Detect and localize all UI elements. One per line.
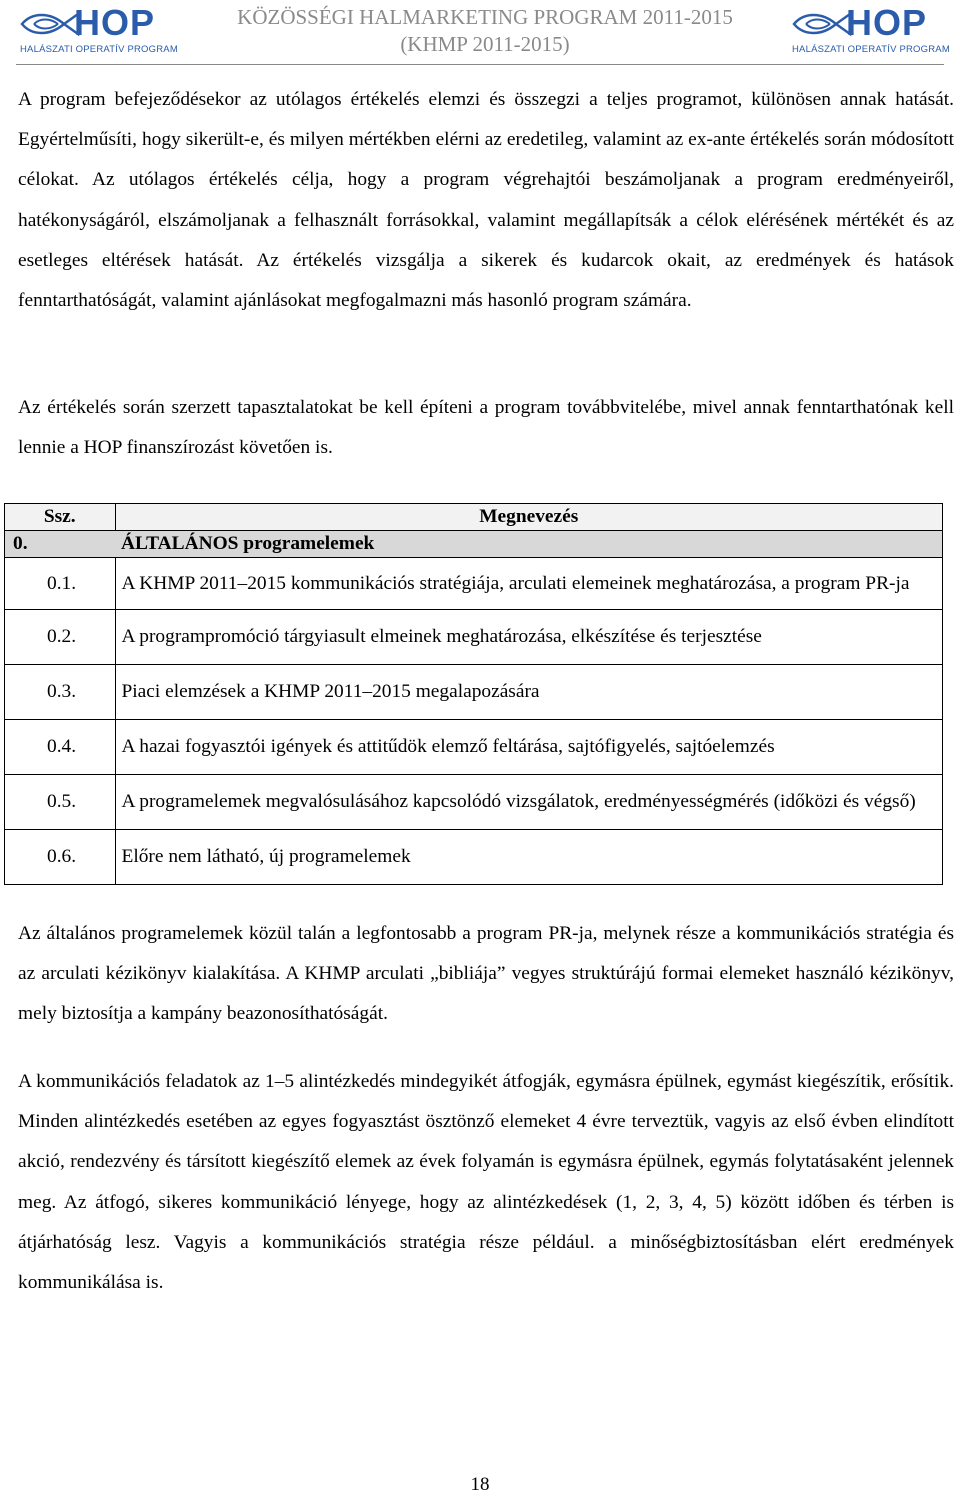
row-name: A KHMP 2011–2015 kommunikációs stratégiája, arculati elemeinek meghatározása, a program PR-ja bbox=[115, 558, 943, 610]
row-number: 0.6. bbox=[5, 830, 116, 885]
title-line-1: KÖZÖSSÉGI HALMARKETING PROGRAM 2011-2015 bbox=[237, 5, 733, 29]
table-row bbox=[5, 720, 943, 775]
row-name: A hazai fogyasztói igények és attitűdök elemző feltárása, sajtófigyelés, sajtóelemzés bbox=[115, 720, 943, 775]
table-header-row bbox=[5, 504, 943, 531]
table-row bbox=[5, 830, 943, 885]
section-name: ÁLTALÁNOS programelemek bbox=[115, 531, 943, 558]
paragraph-experience: Az értékelés során szerzett tapasztalatokat be kell építeni a program továbbvitelébe, mivel annak fenntarthatónak kell lennie a HOP finanszírozást követően is. bbox=[18, 397, 954, 459]
paragraph-pr: Az általános programelemek közül talán a legfontosabb a program PR-ja, melynek része a kommunikációs stratégia és az arculati kézikönyv kialakítása. A KHMP arculati „bibliája” vegyes struktúrájú formai elemeket használó kézikönyv, mely biztosítja a kampány beazonosíthatóságát. bbox=[18, 923, 954, 1025]
table-row bbox=[5, 665, 943, 720]
row-name: Piaci elemzések a KHMP 2011–2015 megalapozására bbox=[115, 665, 943, 720]
row-number: 0.5. bbox=[5, 775, 116, 830]
fish-logo-icon bbox=[792, 10, 852, 38]
hop-logo-left bbox=[18, 2, 180, 58]
row-number: 0.2. bbox=[5, 610, 116, 665]
fish-logo-icon bbox=[20, 10, 80, 38]
row-name: Előre nem látható, új programelemek bbox=[115, 830, 943, 885]
paragraph-communication: A kommunikációs feladatok az 1–5 alintézkedés mindegyikét átfogják, egymásra épülnek, egymást kiegészítik, erősítik. Minden alintézkedés esetében az egyes fogyasztást ösztönző elemeket 4 évre terveztük, vagyis az első évben elindított akció, rendezvény és társított kiegészítő elemek az évek folyamán is egymásra épülnek, egymás folytatásaként jelennek meg. Az átfogó, sikeres kommunikáció lényege, hogy az alintézkedések (1, 2, 3, 4, 5) között időben és térben is átjárhatóság lesz. Vagyis a kommunikációs stratégia része például. a minőségbiztosításban elért eredmények kommunikálása is. bbox=[18, 1071, 954, 1294]
table-section-row bbox=[5, 531, 943, 558]
logo-subtitle: HALÁSZATI OPERATÍV PROGRAM bbox=[20, 44, 178, 55]
document-title bbox=[200, 4, 770, 58]
page-number: 18 bbox=[470, 1474, 490, 1495]
logo-word: HOP bbox=[846, 2, 928, 43]
header-divider bbox=[16, 64, 944, 65]
title-line-2: (KHMP 2011-2015) bbox=[400, 32, 570, 56]
row-name: A programelemek megvalósulásához kapcsolódó vizsgálatok, eredményességmérés (időközi és végső) bbox=[115, 775, 943, 830]
row-number: 0.1. bbox=[5, 558, 116, 610]
section-number: 0. bbox=[5, 531, 116, 558]
table-row bbox=[5, 775, 943, 830]
logo-subtitle: HALÁSZATI OPERATÍV PROGRAM bbox=[792, 44, 950, 55]
hop-logo-right bbox=[790, 2, 952, 58]
row-name: A programpromóció tárgyiasult elmeinek meghatározása, elkészítése és terjesztése bbox=[115, 610, 943, 665]
table-row bbox=[5, 558, 943, 610]
page-header bbox=[0, 0, 960, 66]
column-header-number: Ssz. bbox=[5, 504, 116, 531]
column-header-name: Megnevezés bbox=[115, 504, 943, 531]
paragraph-evaluation: A program befejeződésekor az utólagos értékelés elemzi és összegzi a teljes programot, különösen annak hatását. Egyértelműsíti, hogy sikerült-e, és milyen mértékben elérni az eredetileg, valamint az ex-ante értékelés során módosított célokat. Az utólagos értékelés célja, hogy a program végrehajtói beszámoljanak a program eredményeiről, hatékonyságáról, elszámoljanak a felhasznált forrásokkal, valamint megállapítsák a célok elérésének mértékét és az esetleges eltérések hatását. Az értékelés vizsgálja a sikerek és kudarcok okait, az eredmények és hatások fenntarthatóságát, valamint ajánlásokat megfogalmazni más hasonló program számára. bbox=[18, 89, 954, 312]
program-elements-table bbox=[4, 503, 943, 885]
row-number: 0.3. bbox=[5, 665, 116, 720]
table-row bbox=[5, 610, 943, 665]
logo-word: HOP bbox=[74, 2, 156, 43]
row-number: 0.4. bbox=[5, 720, 116, 775]
